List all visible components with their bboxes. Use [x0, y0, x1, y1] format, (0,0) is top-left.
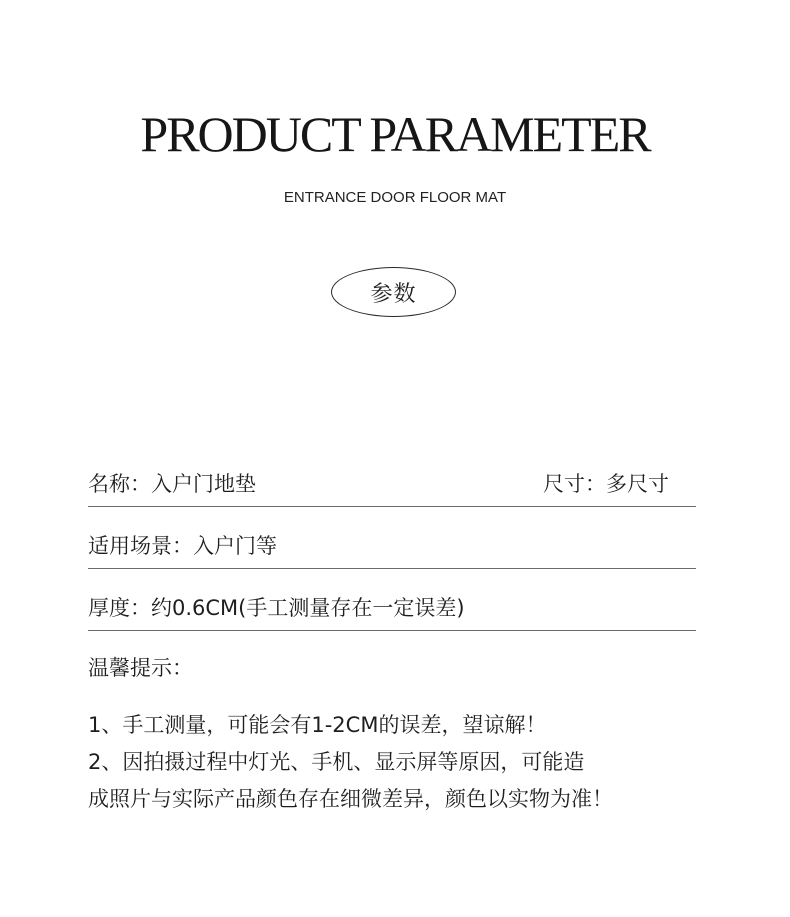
- page-title: PRODUCT PARAMETER: [140, 106, 650, 162]
- param-thickness: 厚度：约0.6CM(手工测量存在一定误差): [88, 596, 465, 620]
- tip-line-2: 2、因拍摄过程中灯光、手机、显示屏等原因，可能造: [88, 750, 585, 774]
- param-row-name-size: [88, 467, 696, 507]
- param-size: 尺寸：多尺寸: [543, 472, 669, 496]
- param-row-thickness: [88, 591, 696, 631]
- tips-title: 温馨提示：: [88, 656, 193, 680]
- param-scene: 适用场景：入户门等: [88, 534, 277, 558]
- param-row-scene: [88, 529, 696, 569]
- param-name: 名称：入户门地垫: [88, 472, 256, 496]
- tip-line-3: 成照片与实际产品颜色存在细微差异，颜色以实物为准！: [88, 787, 613, 811]
- parameter-badge: 参数: [331, 267, 456, 317]
- page-subtitle: ENTRANCE DOOR FLOOR MAT: [283, 189, 507, 206]
- tip-line-1: 1、手工测量，可能会有1-2CM的误差，望谅解！: [88, 713, 547, 737]
